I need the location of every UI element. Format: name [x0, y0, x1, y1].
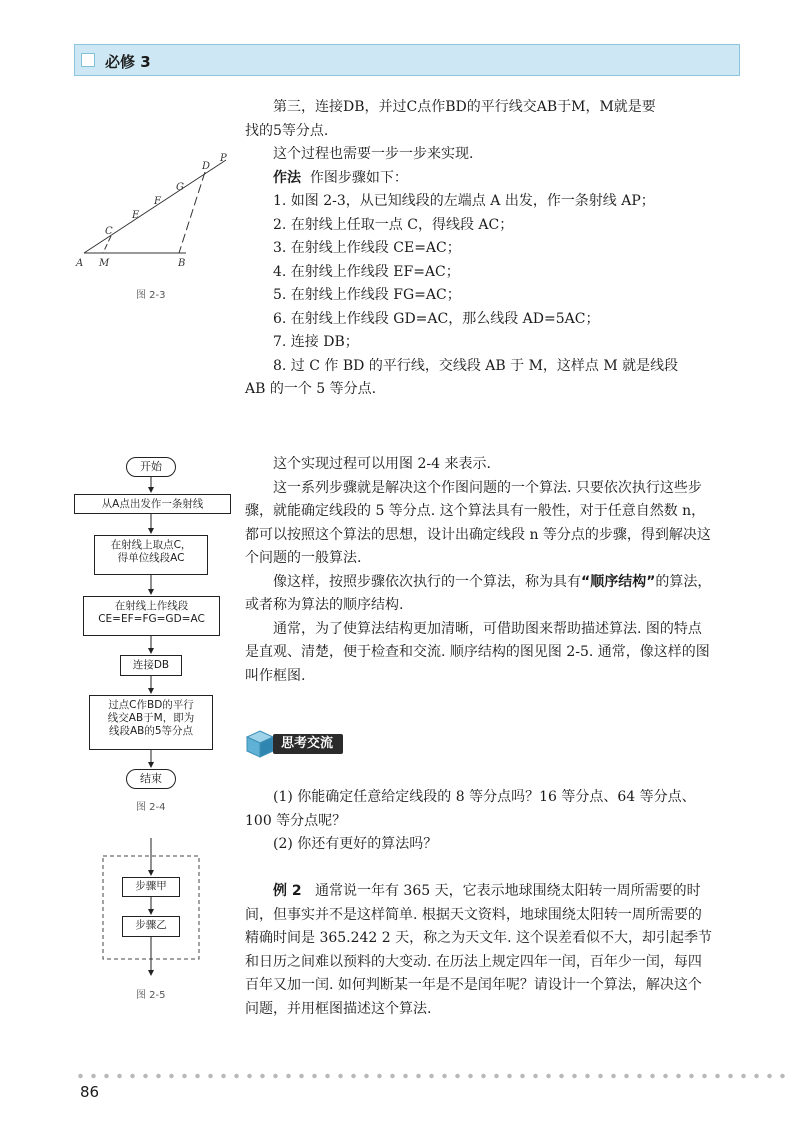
figure-2-5-caption: 图 2-5 [136, 990, 166, 1001]
text-span: 的算法，或者称为算法的顺序结构. [245, 573, 712, 613]
flowchart-text: 过点C作BD的平行 [108, 699, 194, 711]
method-step-continuation: AB 的一个 5 等分点. [245, 381, 377, 397]
paragraph: 这个过程也需要一步一步来实现. [273, 146, 474, 162]
flowchart-step-ray: 从A点出发作一条射线 [74, 494, 231, 514]
step-b-box: 步骤乙 [122, 916, 180, 937]
method-step: 6. 在射线上作线段 GD=AC，那么线段 AD=5AC； [273, 310, 600, 327]
example-2 [245, 880, 715, 1021]
method-step: 5. 在射线上作线段 FG=AC； [273, 287, 461, 303]
label-f: F [154, 196, 161, 207]
think-exchange-label: 思考交流 [273, 734, 343, 754]
method-step: 4. 在射线上作线段 EF=AC； [273, 263, 460, 280]
label-b: B [178, 258, 186, 269]
page-number: 86 [80, 1083, 100, 1101]
method-step: 2. 在射线上任取一点 C，得线段 AC； [273, 216, 514, 233]
flowchart-text: 得单位线段AC [117, 552, 185, 564]
flowchart-text: CE=EF=FG=GD=AC [98, 613, 205, 625]
method-step: 8. 过 C 作 BD 的平行线，交线段 AB 于 M，这样点 M 就是线段 [273, 357, 679, 374]
label-e: E [132, 210, 140, 221]
question: (2) 你还有更好的算法吗？ [273, 836, 438, 852]
flowchart-start: 开始 [126, 457, 176, 477]
paragraph: 这个实现过程可以用图 2-4 来表示. [273, 456, 491, 472]
label-d: D [202, 161, 211, 172]
paragraph: 这一系列步骤就是解决这个作图问题的一个算法. 只要依次执行这些步骤，就能确定线段的 5 等分点. 这个算法具有一般性，对于任意自然数 n，都可以按照这个算法的思想，设计出确定线段 n 等分点的步骤，得到解决这个问题的一般算法. [245, 479, 711, 566]
figure-2-3-caption: 图 2-3 [136, 290, 166, 301]
example-label: 例 2 [273, 883, 302, 899]
figure-2-4-caption: 图 2-4 [136, 802, 166, 813]
method-step: 1. 如图 2-3，从已知线段的左端点 A 出发，作一条射线 AP； [273, 193, 655, 209]
chapter-title: 必修 3 [105, 53, 151, 71]
footer-dotted-line [74, 1073, 790, 1079]
step-a-box: 步骤甲 [122, 877, 180, 897]
sequential-structure-term: “顺序结构” [581, 573, 656, 590]
flowchart-text: 在射线上作线段 [114, 600, 189, 612]
flowchart-text: 在射线上取点C， [110, 539, 192, 551]
paragraph-line: 找的5等分点. [245, 122, 329, 139]
question: (1) 你能确定任意给定线段的 8 等分点吗？16 等分点、64 等分点、100 等分点呢？ [245, 789, 696, 829]
text-span: 像这样，按照步骤依次执行的一个算法，称为具有 [273, 573, 581, 590]
method-step: 3. 在射线上作线段 CE=AC； [273, 240, 461, 256]
label-g: G [176, 182, 184, 193]
label-m: M [99, 258, 110, 269]
paragraph: 通常，为了使算法结构更加清晰，可借助图来帮助描述算法. 图的特点是直观、清楚，便于检查和交流. 顺序结构的图见图 2-5. 通常，像这样的图叫作框图. [245, 620, 710, 684]
flowchart-end: 结束 [126, 769, 176, 789]
method-label: 作法 [273, 169, 301, 186]
flowchart-text: 线段AB的5等分点 [108, 725, 194, 737]
method-step: 7. 连接 DB； [273, 334, 359, 350]
label-p: P [220, 153, 227, 164]
example-paragraph [245, 880, 715, 1021]
flowchart-step-connect: 连接DB [120, 655, 182, 676]
paragraph-line: 第三，连接DB，并过C点作BD的平行线交AB于M，M就是要 [273, 99, 656, 115]
label-c: C [105, 226, 113, 237]
label-a: A [76, 258, 84, 269]
method-intro: 作图步骤如下： [309, 169, 408, 186]
example-text: 通常说一年有 365 天，它表示地球围绕太阳转一周所需要的时间，但事实并不是这样简单. 根据天文资料，地球围绕太阳转一周所需要的精确时间是 365.242 2 天，称之为天文年. 这个误差看似不大，却引起季节和日历之间难以预料的大变动. 在历法上规定四年一闰，百年少一闰，每四百年又加一闰. 如何判断某一年是不是闰年呢？请设计一个算法，解决这个问题，并用框图描述这个算法. [245, 883, 713, 1017]
flowchart-text: 线交AB于M，即为 [107, 712, 195, 724]
